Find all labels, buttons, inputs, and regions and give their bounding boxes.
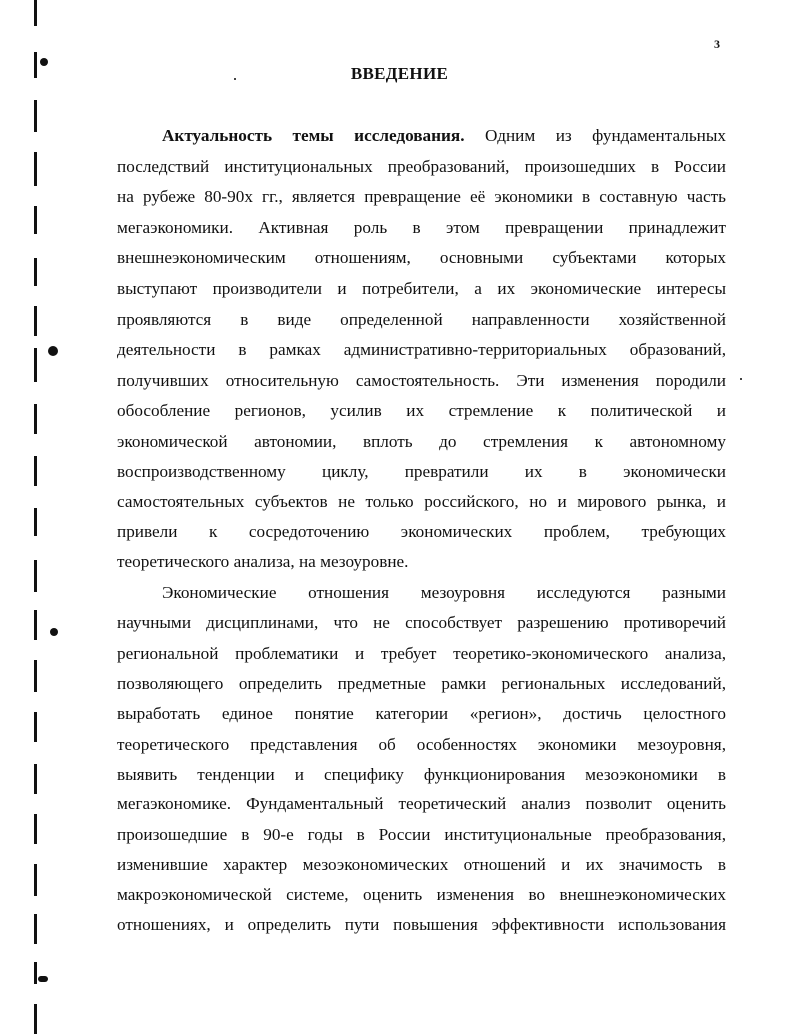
margin-mark <box>34 660 37 692</box>
margin-mark <box>34 100 37 132</box>
margin-mark <box>34 1004 37 1034</box>
margin-mark <box>34 306 37 336</box>
paragraph-line: произошедшие в 90-е годы в России институциональные преобразования, <box>117 825 726 844</box>
paragraph-line: деятельности в рамках административно-территориальных образований, <box>117 340 726 359</box>
paragraph-line: выработать единое понятие категории «регион», достичь целостного <box>117 704 726 723</box>
margin-blob <box>38 976 48 982</box>
margin-mark <box>34 712 37 742</box>
paragraph-line: проявляются в виде определенной направленности хозяйственной <box>117 310 726 329</box>
paragraph-line: позволяющего определить предметные рамки региональных исследований, <box>117 674 726 693</box>
paragraph-line: экономической автономии, вплоть до стремления к автономному <box>117 432 726 451</box>
paragraph-line: воспроизводственному циклу, превратили их в экономически <box>117 462 726 481</box>
paragraph-line: научными дисциплинами, что не способствует разрешению противоречий <box>117 613 726 632</box>
paragraph-line: изменившие характер мезоэкономических отношений и их значимость в <box>117 855 726 874</box>
paragraph-line: теоретического представления об особенностях экономики мезоуровня, <box>117 735 726 754</box>
margin-mark <box>34 560 37 592</box>
paragraph-line: на рубеже 80-90х гг., является превращение её экономики в составную часть <box>117 187 726 206</box>
paragraph-line: привели к сосредоточению экономических проблем, требующих <box>117 522 726 541</box>
paragraph-line: мегаэкономике. Фундаментальный теоретический анализ позволит оценить <box>117 794 726 813</box>
paragraph-line: получивших относительную самостоятельность. Эти изменения породили <box>117 371 726 390</box>
paragraph-line: внешнеэкономическим отношениям, основными субъектами которых <box>117 248 726 267</box>
paragraph-line: самостоятельных субъектов не только российского, но и мирового рынка, и <box>117 492 726 511</box>
paragraph-line: региональной проблематики и требует теоретико-экономического анализа, <box>117 644 726 663</box>
paragraph-line: выступают производители и потребители, а их экономические интересы <box>117 279 726 298</box>
margin-mark <box>34 348 37 382</box>
page-title: ВВЕДЕНИЕ <box>350 64 449 83</box>
paragraph-line: отношениях, и определить пути повышения эффективности использования <box>117 915 726 934</box>
paragraph-line: последствий институциональных преобразований, произошедших в России <box>117 157 726 176</box>
paragraph-line: теоретического анализа, на мезоуровне. <box>117 552 409 571</box>
scan-dot <box>740 378 742 380</box>
section-lead: Актуальность темы исследования. <box>162 126 465 145</box>
margin-blob <box>50 628 58 636</box>
margin-mark <box>34 764 37 794</box>
paragraph-line: мегаэкономики. Активная роль в этом превращении принадлежит <box>117 218 726 237</box>
page-number: 3 <box>714 37 720 51</box>
margin-mark <box>34 610 37 640</box>
margin-mark <box>34 814 37 844</box>
margin-mark <box>34 206 37 234</box>
margin-mark <box>34 962 37 984</box>
margin-mark <box>34 914 37 944</box>
margin-mark <box>34 0 37 26</box>
margin-mark <box>34 864 37 896</box>
margin-mark <box>34 456 37 486</box>
paragraph-line: макроэкономической системе, оценить изменения во внешнеэкономических <box>117 885 726 904</box>
paragraph-line: Актуальность темы исследования. Одним из фундаментальных <box>162 126 726 145</box>
paragraph-line: обособление регионов, усилив их стремление к политической и <box>117 401 726 420</box>
margin-mark <box>34 508 37 536</box>
paragraph-line: Экономические отношения мезоуровня исследуются разными <box>162 583 726 602</box>
paragraph-line: выявить тенденции и специфику функционирования мезоэкономики в <box>117 765 726 784</box>
margin-mark <box>34 152 37 186</box>
margin-mark <box>34 258 37 286</box>
margin-blob <box>48 346 58 356</box>
margin-mark <box>34 404 37 434</box>
